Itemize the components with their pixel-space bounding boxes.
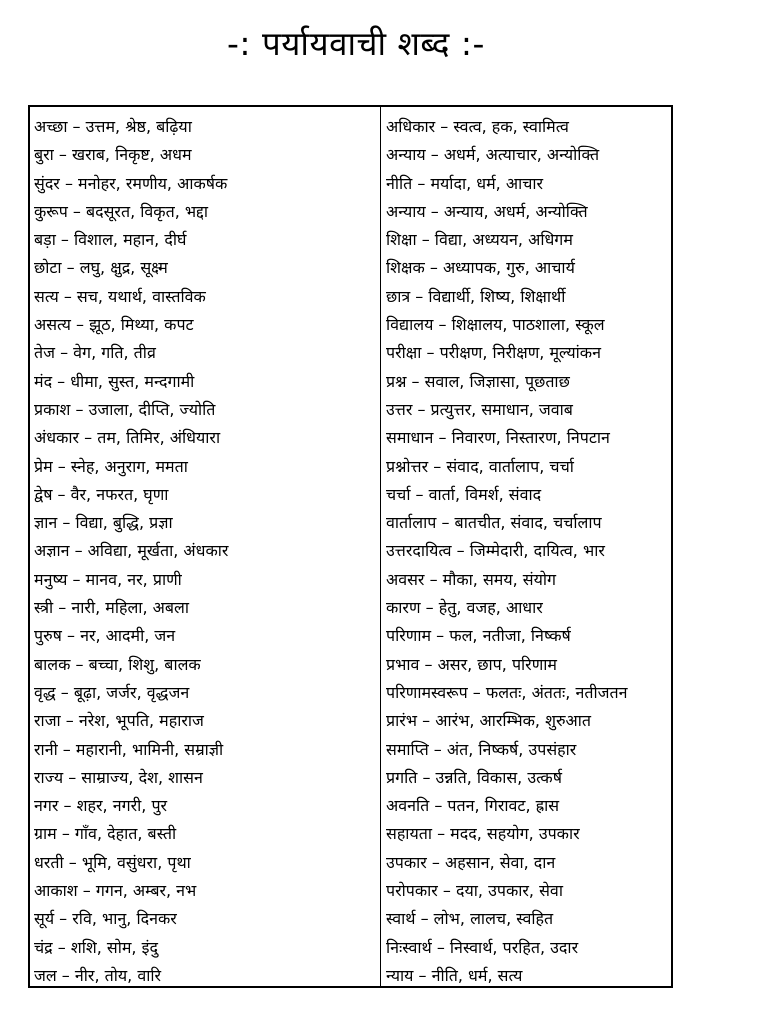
synonym-entry: अच्छा – उत्तम, श्रेष्ठ, बढ़िया (34, 117, 192, 136)
synonym-entry: तेज – वेग, गति, तीव्र (34, 343, 156, 363)
synonym-entry: शिक्षा – विद्या, अध्ययन, अधिगम (386, 230, 573, 250)
synonym-entry: निःस्वार्थ – निस्वार्थ, परहित, उदार (386, 937, 579, 957)
synonym-entry: ग्राम – गाँव, देहात, बस्ती (34, 824, 177, 844)
synonym-entry: प्रेम – स्नेह, अनुराग, ममता (34, 456, 188, 476)
synonym-entry: प्रारंभ – आरंभ, आरम्भिक, शुरुआत (386, 711, 591, 731)
synonym-entry: प्रभाव – असर, छाप, परिणाम (386, 654, 557, 674)
synonym-entry: बालक – बच्चा, शिशु, बालक (34, 654, 201, 674)
synonym-entry: राज्य – साम्राज्य, देश, शासन (34, 767, 203, 787)
synonym-entry: उत्तर – प्रत्युत्तर, समाधान, जवाब (386, 399, 573, 419)
synonym-entry: द्वेष – वैर, नफरत, घृणा (34, 484, 169, 504)
synonym-entry: सूर्य – रवि, भानु, दिनकर (34, 909, 177, 929)
right-column (386, 113, 671, 990)
synonym-entry: अज्ञान – अविद्या, मूर्खता, अंधकार (34, 541, 229, 561)
synonym-entry: समाधान – निवारण, निस्तारण, निपटान (386, 428, 610, 448)
synonym-entry: स्त्री – नारी, महिला, अबला (34, 598, 189, 618)
synonym-entry: चर्चा – वार्ता, विमर्श, संवाद (386, 484, 542, 504)
synonym-entry: सत्य – सच, यथार्थ, वास्तविक (34, 286, 206, 306)
synonym-entry: आकाश – गगन, अम्बर, नभ (34, 881, 197, 901)
synonym-entry: परिणाम – फल, नतीजा, निष्कर्ष (386, 626, 571, 646)
synonym-entry: प्रकाश – उजाला, दीप्ति, ज्योति (34, 399, 216, 419)
synonym-entry: समाप्ति – अंत, निष्कर्ष, उपसंहार (386, 739, 577, 759)
synonym-entry: अवनति – पतन, गिरावट, ह्रास (386, 796, 560, 816)
synonym-entry: परीक्षा – परीक्षण, निरीक्षण, मूल्यांकन (386, 343, 601, 363)
synonym-entry: बुरा – खराब, निकृष्ट, अधम (34, 145, 192, 165)
synonym-entry: अन्याय – अधर्म, अत्याचार, अन्योक्ति (386, 145, 600, 165)
synonym-entry: प्रश्न – सवाल, जिज्ञासा, पूछताछ (386, 371, 570, 391)
synonym-entry: सहायता – मदद, सहयोग, उपकार (386, 824, 580, 844)
synonym-entry: कुरूप – बदसूरत, विकृत, भद्दा (34, 201, 209, 221)
synonym-entry: मंद – धीमा, सुस्त, मन्दगामी (34, 371, 195, 391)
synonym-entry: छोटा – लघु, क्षुद्र, सूक्ष्म (34, 258, 168, 278)
left-column (34, 113, 374, 990)
synonym-entry: अन्याय – अन्याय, अधर्म, अन्योक्ति (386, 201, 588, 221)
column-divider (380, 107, 381, 986)
synonym-entry: अंधकार – तम, तिमिर, अंधियारा (34, 428, 221, 448)
synonym-entry: परोपकार – दया, उपकार, सेवा (386, 881, 563, 901)
synonym-entry: छात्र – विद्यार्थी, शिष्य, शिक्षार्थी (386, 286, 566, 306)
synonym-entry: बड़ा – विशाल, महान, दीर्घ (34, 230, 187, 250)
synonym-entry: वृद्ध – बूढ़ा, जर्जर, वृद्धजन (34, 682, 190, 702)
synonym-entry: परिणामस्वरूप – फलतः, अंततः, नतीजतन (386, 682, 628, 702)
synonym-entry: प्रगति – उन्नति, विकास, उत्कर्ष (386, 767, 562, 787)
synonym-entry: उत्तरदायित्व – जिम्मेदारी, दायित्व, भार (386, 541, 605, 561)
synonym-entry: ज्ञान – विद्या, बुद्धि, प्रज्ञा (34, 513, 173, 533)
synonym-entry: नगर – शहर, नगरी, पुर (34, 796, 168, 816)
synonym-entry: रानी – महारानी, भामिनी, सम्राज्ञी (34, 739, 224, 759)
synonym-entry: स्वार्थ – लोभ, लालच, स्वहित (386, 909, 554, 929)
synonym-entry: कारण – हेतु, वजह, आधार (386, 598, 543, 618)
synonym-entry: नीति – मर्यादा, धर्म, आचार (386, 173, 544, 193)
synonym-entry: अधिकार – स्वत्व, हक, स्वामित्व (386, 117, 569, 136)
synonym-entry: अवसर – मौका, समय, संयोग (386, 569, 557, 589)
synonym-entry: उपकार – अहसान, सेवा, दान (386, 852, 556, 872)
synonym-entry: प्रश्नोत्तर – संवाद, वार्तालाप, चर्चा (386, 456, 574, 476)
synonym-entry: चंद्र – शशि, सोम, इंदु (34, 937, 158, 957)
synonym-entry: असत्य – झूठ, मिथ्या, कपट (34, 315, 194, 335)
synonym-table (28, 105, 673, 988)
synonym-entry: जल – नीर, तोय, वारि (34, 965, 162, 985)
synonym-entry: सुंदर – मनोहर, रमणीय, आकर्षक (34, 173, 228, 193)
synonym-entry: राजा – नरेश, भूपति, महाराज (34, 711, 204, 731)
synonym-entry: धरती – भूमि, वसुंधरा, पृथा (34, 852, 191, 872)
synonym-entry: शिक्षक – अध्यापक, गुरु, आचार्य (386, 258, 575, 278)
synonym-entry: पुरुष – नर, आदमी, जन (34, 626, 176, 646)
synonym-entry: विद्यालय – शिक्षालय, पाठशाला, स्कूल (386, 315, 605, 335)
synonym-entry: न्याय – नीति, धर्म, सत्य (386, 965, 523, 985)
page-title: -: पर्यायवाची शब्द :- (227, 24, 485, 63)
synonym-entry: मनुष्य – मानव, नर, प्राणी (34, 569, 182, 589)
synonym-entry: वार्तालाप – बातचीत, संवाद, चर्चालाप (386, 513, 602, 533)
